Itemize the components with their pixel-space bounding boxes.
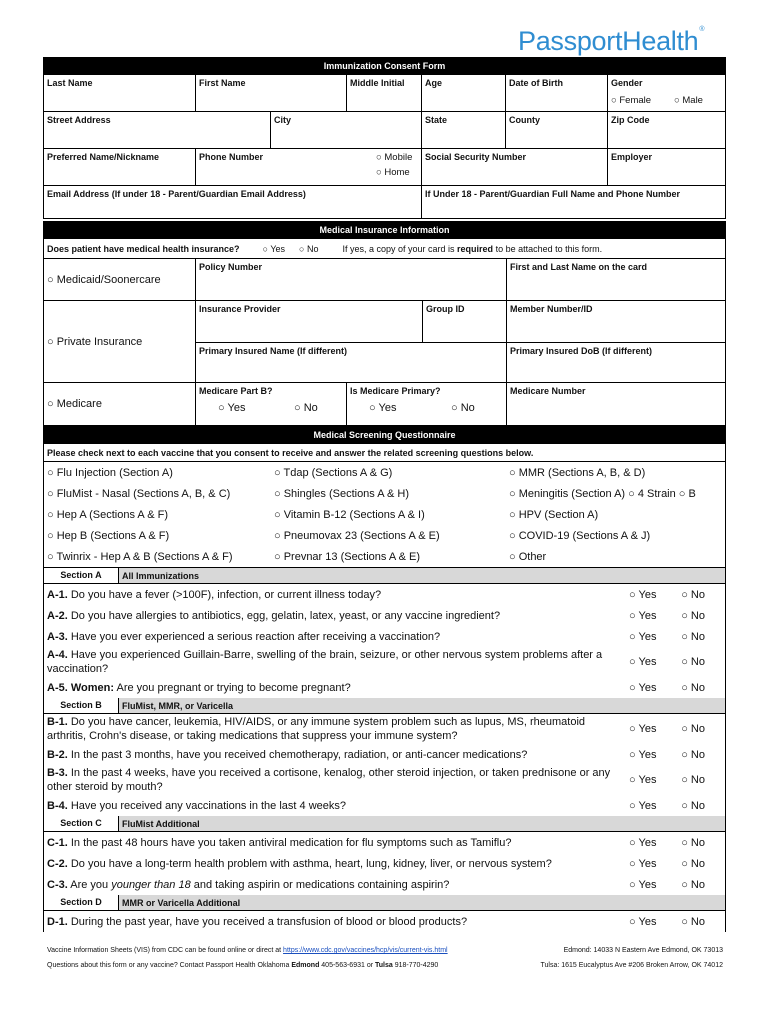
- section-bar: [43, 895, 726, 911]
- vaccine-option[interactable]: ○ Pneumovax 23 (Sections A & E): [274, 529, 440, 542]
- answer-yes-radio[interactable]: ○ Yes: [629, 630, 657, 643]
- answer-no-radio[interactable]: ○ No: [681, 588, 705, 601]
- home-radio[interactable]: ○ Home: [376, 167, 410, 178]
- question-row: [43, 832, 726, 853]
- gender-field: [608, 75, 725, 111]
- part-b-field: [196, 383, 347, 425]
- answer-yes-radio[interactable]: ○ Yes: [629, 878, 657, 891]
- question-body: During the past year, have you received a transfusion of blood or blood products?: [67, 915, 468, 928]
- zip-field[interactable]: [608, 112, 725, 148]
- consent-form: [43, 57, 726, 932]
- answer-no-radio[interactable]: ○ No: [681, 723, 705, 735]
- question-row: [43, 677, 726, 698]
- question-body: Are you younger than 18 and taking aspirin or medications containing aspirin?: [67, 878, 450, 891]
- phone-label: Phone Number: [199, 152, 264, 162]
- primary-insured-dob-label: Primary Insured DoB (If different): [510, 346, 653, 356]
- screening-instruction: Please check next to each vaccine that you consent to receive and answer the related screening questions below.: [47, 447, 534, 458]
- first-name-field[interactable]: [196, 75, 347, 111]
- question-row: [43, 795, 726, 816]
- insurance-question-row: [43, 239, 726, 259]
- answer-yes-radio[interactable]: ○ Yes: [629, 656, 657, 668]
- answer-no-radio[interactable]: ○ No: [681, 681, 705, 694]
- question-text: [47, 748, 629, 762]
- question-text: [47, 681, 629, 695]
- question-body: Do you have a long-term health problem with asthma, heart, lung, kidney, liver, or nervous system?: [67, 857, 552, 870]
- question-row: [43, 911, 726, 932]
- answer-no-radio[interactable]: ○ No: [681, 774, 705, 786]
- question-body: Do you have allergies to antibiotics, egg, gelatin, latex, yeast, or any vaccine ingredient?: [67, 609, 501, 622]
- medicare-number-field[interactable]: [507, 383, 725, 425]
- insurance-yes-radio[interactable]: ○ Yes: [262, 243, 286, 254]
- vaccine-option[interactable]: ○ Vitamin B-12 (Sections A & I): [274, 508, 425, 521]
- question-row: [43, 765, 726, 795]
- primary-insured-name-label: Primary Insured Name (If different): [199, 346, 348, 356]
- question-id: C-1.: [47, 836, 68, 849]
- dob-label: Date of Birth: [509, 78, 563, 88]
- question-id: A-1.: [47, 588, 68, 601]
- phone-field[interactable]: [196, 149, 422, 185]
- question-text: [47, 715, 629, 743]
- answer-no-radio[interactable]: ○ No: [681, 836, 705, 849]
- vaccine-option[interactable]: ○ Hep B (Sections A & F): [47, 529, 170, 542]
- section-tag: Section A: [44, 568, 119, 583]
- question-row: [43, 605, 726, 626]
- edmond-address: Edmond: 14033 N Eastern Ave Edmond, OK 73013: [563, 947, 723, 954]
- vaccine-grid: [43, 462, 726, 568]
- vaccine-option[interactable]: ○ Meningitis (Section A) ○ 4 Strain ○ B: [509, 487, 696, 500]
- question-body: Have you ever experienced a serious reaction after receiving a vaccination?: [67, 630, 441, 643]
- female-radio[interactable]: ○ Female: [611, 95, 652, 106]
- mobile-radio[interactable]: ○ Mobile: [376, 152, 413, 163]
- street-label: Street Address: [47, 115, 111, 125]
- vaccine-option[interactable]: ○ Tdap (Sections A & G): [274, 466, 393, 479]
- vis-link[interactable]: https://www.cdc.gov/vaccines/hcp/vis/current-vis.html: [283, 947, 448, 954]
- question-row: [43, 626, 726, 647]
- part-b-no-radio[interactable]: ○ No: [294, 402, 318, 414]
- employer-field[interactable]: [608, 149, 725, 185]
- question-body: Do you have cancer, leukemia, HIV/AIDS, or any immune system problem such as lupus, MS, rheumatoid arthritis, Crohn's disease, or taking medications that suppress your immune system?: [47, 716, 586, 742]
- question-id: A-2.: [47, 609, 68, 622]
- private-insurance-label: ○ Private Insurance: [47, 335, 143, 348]
- question-id: B-1.: [47, 716, 68, 728]
- medicare-primary-label: Is Medicare Primary?: [350, 386, 441, 396]
- question-text: [47, 915, 629, 929]
- edmond-label: Edmond: [291, 962, 320, 969]
- tulsa-label: Tulsa: [375, 962, 393, 969]
- preferred-name-field[interactable]: [44, 149, 196, 185]
- question-text: [47, 836, 629, 850]
- question-id: B-4.: [47, 799, 68, 812]
- group-id-label: Group ID: [426, 304, 465, 314]
- vaccine-option[interactable]: ○ MMR (Sections A, B, & D): [509, 466, 646, 479]
- county-field[interactable]: [506, 112, 608, 148]
- vaccine-option[interactable]: ○ Prevnar 13 (Sections A & E): [274, 550, 421, 563]
- gender-label: Gender: [611, 78, 643, 88]
- employer-label: Employer: [611, 152, 653, 162]
- question-text: [47, 857, 629, 871]
- section-title: FluMist, MMR, or Varicella: [122, 700, 234, 711]
- preferred-name-label: Preferred Name/Nickname: [47, 152, 160, 162]
- policy-label: Policy Number: [199, 262, 263, 272]
- first-name-label: First Name: [199, 78, 246, 88]
- policy-field[interactable]: [196, 259, 507, 300]
- question-body: In the past 48 hours have you taken antiviral medication for flu symptoms such as Tamiflu?: [67, 836, 512, 849]
- answer-yes-radio[interactable]: ○ Yes: [629, 681, 657, 694]
- passport-health-logo: PassportHealth®: [518, 26, 705, 56]
- answer-no-radio[interactable]: ○ No: [681, 630, 705, 643]
- question-body: Do you have a fever (>100F), infection, or current illness today?: [67, 588, 382, 601]
- medicare-primary-no-radio[interactable]: ○ No: [451, 402, 475, 414]
- question-row: [43, 744, 726, 765]
- county-label: County: [509, 115, 540, 125]
- question-text: [47, 799, 629, 813]
- vaccine-row: [44, 504, 725, 525]
- question-row: [43, 853, 726, 874]
- question-id: B-2.: [47, 748, 68, 761]
- section-tag: Section D: [44, 895, 119, 910]
- footer-line-1: [47, 947, 723, 954]
- section-bar: [43, 816, 726, 832]
- medicare-option[interactable]: [44, 383, 196, 425]
- section-tag: Section B: [44, 698, 119, 713]
- medicare-number-label: Medicare Number: [510, 386, 586, 396]
- vaccine-row: [44, 525, 725, 546]
- question-id: A-5. Women:: [47, 681, 115, 694]
- insurance-no-radio[interactable]: ○ No: [299, 243, 319, 254]
- question-text: [47, 588, 629, 602]
- footer-line-2: [47, 962, 723, 969]
- vaccine-row: [44, 462, 725, 483]
- edmond-phone: 405-563-6931 or: [319, 962, 375, 969]
- insurance-note-required: required: [457, 243, 494, 254]
- answer-yes-radio[interactable]: ○ Yes: [629, 588, 657, 601]
- contact-text: Questions about this form or any vaccine? Contact Passport Health Oklahoma: [47, 962, 292, 969]
- answer-yes-radio[interactable]: ○ Yes: [629, 857, 657, 870]
- question-id: C-2.: [47, 857, 68, 870]
- group-id-field[interactable]: [423, 301, 507, 342]
- answer-yes-radio[interactable]: ○ Yes: [629, 723, 657, 735]
- answer-no-radio[interactable]: ○ No: [681, 857, 705, 870]
- question-text: [47, 630, 629, 644]
- guardian-field[interactable]: [422, 186, 725, 218]
- answer-no-radio[interactable]: ○ No: [681, 748, 705, 761]
- question-row: [43, 874, 726, 895]
- question-row: [43, 647, 726, 677]
- consent-header: Immunization Consent Form: [43, 57, 726, 75]
- tulsa-phone: 918-770-4290: [392, 962, 439, 969]
- vaccine-row: [44, 483, 725, 504]
- primary-insured-dob-field[interactable]: [507, 343, 725, 382]
- zip-label: Zip Code: [611, 115, 650, 125]
- middle-initial-label: Middle Initial: [350, 78, 405, 88]
- question-body: In the past 4 weeks, have you received a cortisone, kenalog, other steroid injection, or taken prednisone or any other steroid by mouth?: [47, 767, 611, 793]
- section-bar: [43, 698, 726, 714]
- question-text: [47, 648, 629, 676]
- name-on-card-field[interactable]: [507, 259, 725, 300]
- vaccine-option[interactable]: ○ Twinrix - Hep A & B (Sections A & F): [47, 550, 233, 563]
- vaccine-option[interactable]: ○ Flu Injection (Section A): [47, 466, 173, 479]
- section-title: FluMist Additional: [122, 818, 200, 829]
- question-row: [43, 584, 726, 605]
- city-field[interactable]: [271, 112, 422, 148]
- member-id-field[interactable]: [507, 301, 725, 342]
- question-id: D-1.: [47, 915, 68, 928]
- insurance-note: If yes, a copy of your card is: [342, 243, 458, 254]
- middle-initial-field[interactable]: [347, 75, 422, 111]
- provider-field[interactable]: [196, 301, 423, 342]
- ssn-field[interactable]: [422, 149, 608, 185]
- question-row: [43, 714, 726, 744]
- vaccine-option[interactable]: ○ Other: [509, 550, 547, 563]
- age-field[interactable]: [422, 75, 506, 111]
- medicare-primary-field: [347, 383, 507, 425]
- male-radio[interactable]: ○ Male: [674, 95, 703, 106]
- medicaid-option[interactable]: [44, 259, 196, 300]
- street-field[interactable]: [44, 112, 271, 148]
- brand-name: PassportHealth: [518, 26, 699, 56]
- section-tag: Section C: [44, 816, 119, 831]
- dob-field[interactable]: [506, 75, 608, 111]
- state-label: State: [425, 115, 448, 125]
- insurance-question: Does patient have medical health insurance?: [47, 243, 240, 254]
- question-body: Have you experienced Guillain-Barre, swelling of the brain, seizure, or other nervous system problems after a vaccination?: [47, 649, 603, 675]
- vaccine-option[interactable]: ○ FluMist - Nasal (Sections A, B, & C): [47, 487, 231, 500]
- last-name-label: Last Name: [47, 78, 93, 88]
- vaccine-option[interactable]: ○ Shingles (Sections A & H): [274, 487, 410, 500]
- insurance-note-end: to be attached to this form.: [493, 243, 603, 254]
- primary-insured-name-field[interactable]: [196, 343, 507, 382]
- city-label: City: [274, 115, 292, 125]
- screening-instruction-row: [43, 444, 726, 462]
- email-field[interactable]: [44, 186, 422, 218]
- answer-no-radio[interactable]: ○ No: [681, 878, 705, 891]
- question-text: [47, 878, 629, 892]
- guardian-label: If Under 18 - Parent/Guardian Full Name and Phone Number: [425, 189, 681, 199]
- section-bar: [43, 568, 726, 584]
- question-id: C-3.: [47, 878, 68, 891]
- question-body: In the past 3 months, have you received chemotherapy, radiation, or anti-cancer medications?: [67, 748, 528, 761]
- question-id: A-3.: [47, 630, 68, 643]
- answer-yes-radio[interactable]: ○ Yes: [629, 609, 657, 622]
- member-id-label: Member Number/ID: [510, 304, 593, 314]
- answer-yes-radio[interactable]: ○ Yes: [629, 748, 657, 761]
- tulsa-address: Tulsa: 1615 Eucalyptus Ave #206 Broken Arrow, OK 74012: [540, 962, 723, 969]
- question-body: Have you received any vaccinations in the last 4 weeks?: [67, 799, 346, 812]
- vaccine-option[interactable]: ○ HPV (Section A): [509, 508, 599, 521]
- part-b-label: Medicare Part B?: [199, 386, 273, 396]
- answer-no-radio[interactable]: ○ No: [681, 656, 705, 668]
- ssn-label: Social Security Number: [425, 152, 527, 162]
- vaccine-option[interactable]: ○ COVID-19 (Sections A & J): [509, 529, 651, 542]
- age-label: Age: [425, 78, 443, 88]
- part-b-yes-radio[interactable]: ○ Yes: [218, 402, 246, 414]
- answer-no-radio[interactable]: ○ No: [681, 915, 705, 928]
- question-text: [47, 609, 629, 623]
- section-title: All Immunizations: [122, 570, 200, 581]
- medicare-label: ○ Medicare: [47, 398, 102, 410]
- question-body: Are you pregnant or trying to become pregnant?: [114, 681, 351, 694]
- answer-no-radio[interactable]: ○ No: [681, 799, 705, 812]
- question-id: A-4.: [47, 649, 68, 661]
- medicaid-label: ○ Medicaid/Soonercare: [47, 273, 161, 286]
- question-text: [47, 766, 629, 794]
- answer-yes-radio[interactable]: ○ Yes: [629, 836, 657, 849]
- medicare-primary-yes-radio[interactable]: ○ Yes: [369, 402, 397, 414]
- answer-yes-radio[interactable]: ○ Yes: [629, 774, 657, 786]
- name-on-card-label: First and Last Name on the card: [510, 262, 648, 272]
- vis-text: Vaccine Information Sheets (VIS) from CDC can be found online or direct at: [47, 947, 284, 954]
- state-field[interactable]: [422, 112, 506, 148]
- answer-yes-radio[interactable]: ○ Yes: [629, 915, 657, 928]
- question-id: B-3.: [47, 767, 68, 779]
- section-title: MMR or Varicella Additional: [122, 897, 241, 908]
- email-label: Email Address (If under 18 - Parent/Guardian Email Address): [47, 189, 306, 199]
- insurance-header: Medical Insurance Information: [43, 221, 726, 239]
- vaccine-option[interactable]: ○ Hep A (Sections A & F): [47, 508, 168, 521]
- provider-label: Insurance Provider: [199, 304, 281, 314]
- answer-no-radio[interactable]: ○ No: [681, 609, 705, 622]
- last-name-field[interactable]: [44, 75, 196, 111]
- private-insurance-option[interactable]: [44, 301, 196, 382]
- vaccine-row: [44, 546, 725, 567]
- answer-yes-radio[interactable]: ○ Yes: [629, 799, 657, 812]
- screening-header: Medical Screening Questionnaire: [43, 426, 726, 444]
